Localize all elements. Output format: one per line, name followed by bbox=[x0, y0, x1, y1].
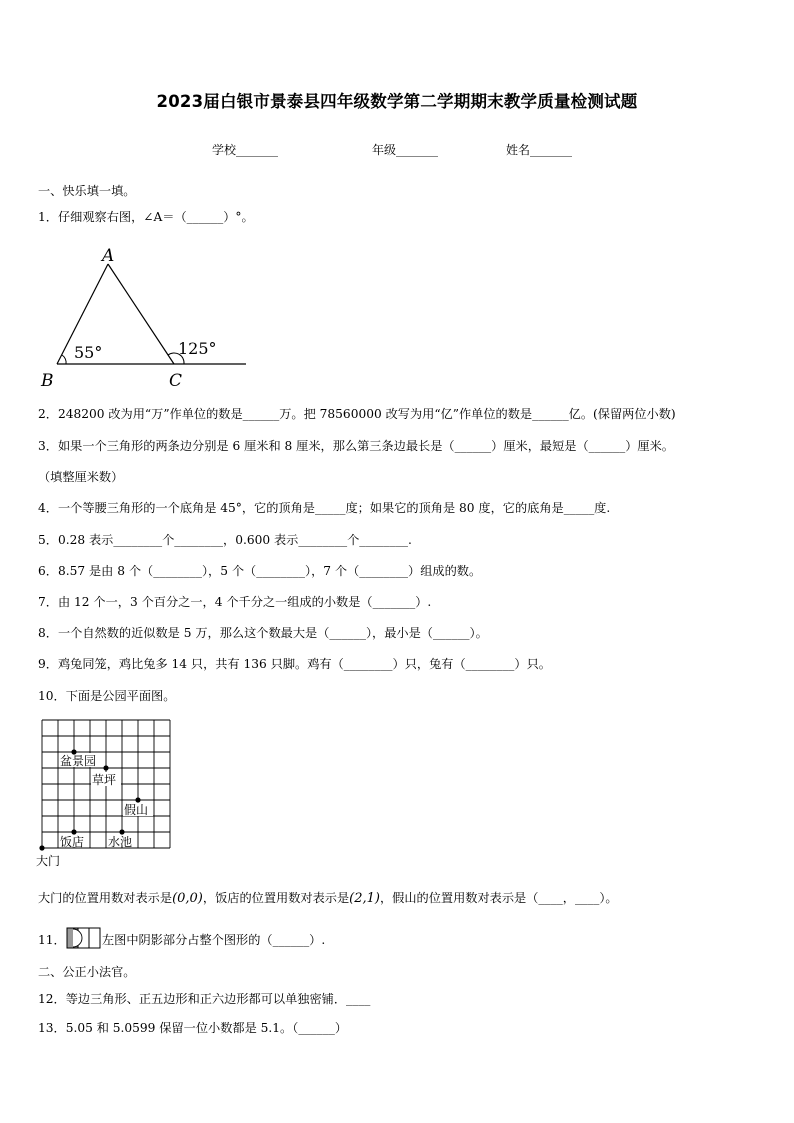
question-5: 5．0.28 表示________个________，0.600 表示________个________. bbox=[38, 533, 412, 547]
q10-text-1: 大门的位置用数对表示是 bbox=[38, 891, 173, 905]
question-7: 7．由 12 个一，3 个百分之一，4 个千分之一组成的小数是（_______）. bbox=[38, 595, 432, 609]
caoping-point bbox=[103, 765, 108, 770]
school-field: 学校_______ bbox=[212, 143, 279, 157]
question-8: 8．一个自然数的近似数是 5 万，那么这个数最大是（______），最小是（______）。 bbox=[38, 626, 488, 640]
park-map bbox=[34, 716, 178, 868]
angle-c-label: 125° bbox=[178, 339, 217, 358]
fandian-label: 饭店 bbox=[60, 835, 85, 849]
vertex-c-label: C bbox=[169, 371, 183, 391]
page-title: 2023届白银市景泰县四年级数学第二学期期末教学质量检测试题 bbox=[156, 92, 638, 111]
question-2: 2．248200 改为用“万”作单位的数是______万。把 78560000 改写为用“亿”作单位的数是______亿。(保留两位小数) bbox=[38, 407, 676, 421]
damen-point bbox=[39, 845, 44, 850]
question-4: 4．一个等腰三角形的一个底角是 45°，它的顶角是_____度；如果它的顶角是 80 度，它的底角是_____度. bbox=[38, 501, 611, 515]
jiashan-point bbox=[135, 797, 140, 802]
question-3-note: （填整厘米数） bbox=[38, 470, 124, 484]
restaurant-coordinate: (2,1) bbox=[349, 891, 380, 906]
section-1-heading: 一、快乐填一填。 bbox=[38, 184, 136, 198]
question-6: 6．8.57 是由 8 个（________），5 个（________），7 个（________）组成的数。 bbox=[38, 564, 482, 578]
q10-text-3: ，假山的位置用数对表示是（____，____）。 bbox=[379, 891, 618, 905]
angle-b-label: 55° bbox=[74, 343, 103, 362]
question-3: 3．如果一个三角形的两条边分别是 6 厘米和 8 厘米，那么第三条边最长是（______）厘米，最短是（______）厘米。 bbox=[38, 439, 674, 453]
section-2-heading: 二、公正小法官。 bbox=[38, 965, 136, 979]
name-field: 姓名_______ bbox=[506, 143, 573, 157]
side-ac bbox=[108, 264, 174, 364]
angle-b-arc bbox=[62, 355, 66, 364]
question-10-sub bbox=[38, 889, 618, 906]
question-11: 左图中阴影部分占整个图形的（______）. bbox=[102, 933, 326, 947]
damen-label: 大门 bbox=[36, 854, 61, 868]
vertex-b-label: B bbox=[41, 371, 54, 391]
grade-field: 年级_______ bbox=[372, 143, 439, 157]
shuichi-label: 水池 bbox=[108, 835, 133, 849]
fandian-point bbox=[71, 829, 76, 834]
question-13: 13．5.05 和 5.0599 保留一位小数都是 5.1。（______） bbox=[38, 1021, 348, 1035]
shuichi-point bbox=[119, 829, 124, 834]
shaded-fraction-figure bbox=[66, 927, 102, 950]
question-9: 9．鸡兔同笼，鸡比兔多 14 只，共有 136 只脚。鸡有（________）只，兔有（________）只。 bbox=[38, 657, 551, 671]
vertex-a-label: A bbox=[102, 246, 115, 266]
question-12: 12．等边三角形、正五边形和正六边形都可以单独密铺．____ bbox=[38, 992, 371, 1006]
q10-text-2: ，饭店的位置用数对表示是 bbox=[202, 891, 350, 905]
jiashan-label: 假山 bbox=[124, 803, 149, 817]
gate-coordinate: (0,0) bbox=[172, 891, 203, 906]
triangle-figure bbox=[36, 240, 250, 392]
penjing-label: 盆景园 bbox=[60, 754, 97, 768]
question-11-number: 11． bbox=[38, 933, 66, 947]
question-10: 10．下面是公园平面图。 bbox=[38, 689, 176, 703]
caoping-label: 草坪 bbox=[92, 773, 117, 787]
question-1: 1．仔细观察右图，∠A＝（______）°。 bbox=[38, 210, 254, 224]
